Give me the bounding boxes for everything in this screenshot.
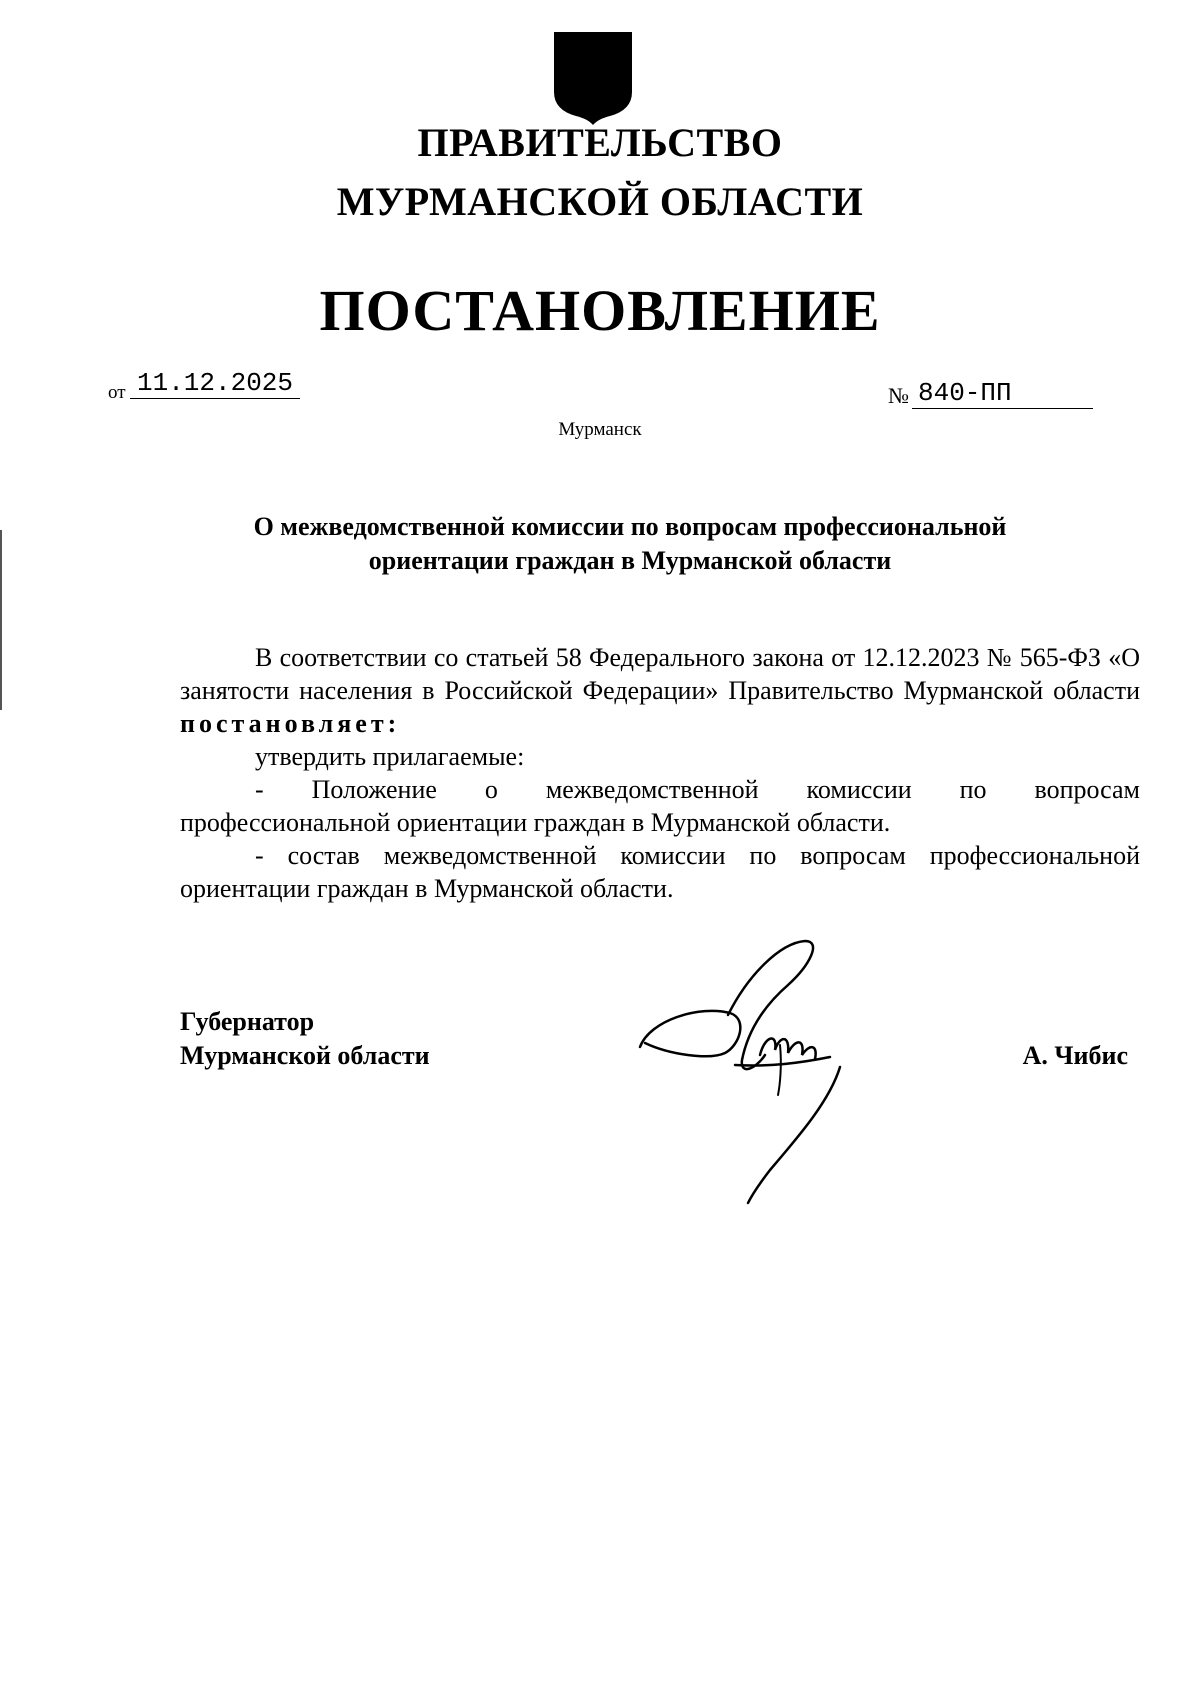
decree-keyword: постановляет: (180, 709, 401, 738)
org-name-line1: ПРАВИТЕЛЬСТВО (417, 120, 783, 165)
document-body (180, 641, 1140, 905)
document-type: ПОСТАНОВЛЕНИЕ (319, 278, 881, 343)
signer-position-line2: Мурманской области (180, 1041, 430, 1070)
title-line1: О межведомственной комиссии по вопросам профессиональной (253, 512, 1007, 541)
intro-paragraph (180, 641, 1140, 740)
date-prefix: от (108, 382, 126, 403)
scan-edge-mark (0, 530, 2, 710)
city: Мурманск (558, 419, 642, 440)
org-name-line2: МУРМАНСКОЙ ОБЛАСТИ (336, 179, 864, 224)
intro-text: В соответствии со статьей 58 Федерального закона от 12.12.2023 № 565-ФЗ «О занятости населения в Российской Федерации» Правительство Мурманской области (180, 643, 1140, 705)
approve-paragraph: утвердить прилагаемые: (255, 742, 525, 771)
handwritten-signature-icon (630, 935, 860, 1205)
document-title (180, 510, 1080, 578)
document-date: 11.12.2025 (130, 370, 300, 399)
number-prefix: № (888, 383, 909, 408)
item2-paragraph: - состав межведомственной комиссии по вопросам профессиональной ориентации граждан в Мурманской области. (180, 841, 1140, 903)
signer-name: А. Чибис (1022, 1041, 1128, 1070)
coat-of-arms-icon (552, 30, 634, 126)
signer-position-line1: Губернатор (180, 1007, 315, 1036)
document-number: 840-ПП (912, 380, 1093, 409)
title-line2: ориентации граждан в Мурманской области (368, 546, 892, 575)
item1-lead: - Положение о межведомственной комиссии по вопросам (255, 775, 1140, 804)
signer-position (180, 1005, 430, 1073)
item1-rest: профессиональной ориентации граждан в Мурманской области. (180, 808, 891, 837)
